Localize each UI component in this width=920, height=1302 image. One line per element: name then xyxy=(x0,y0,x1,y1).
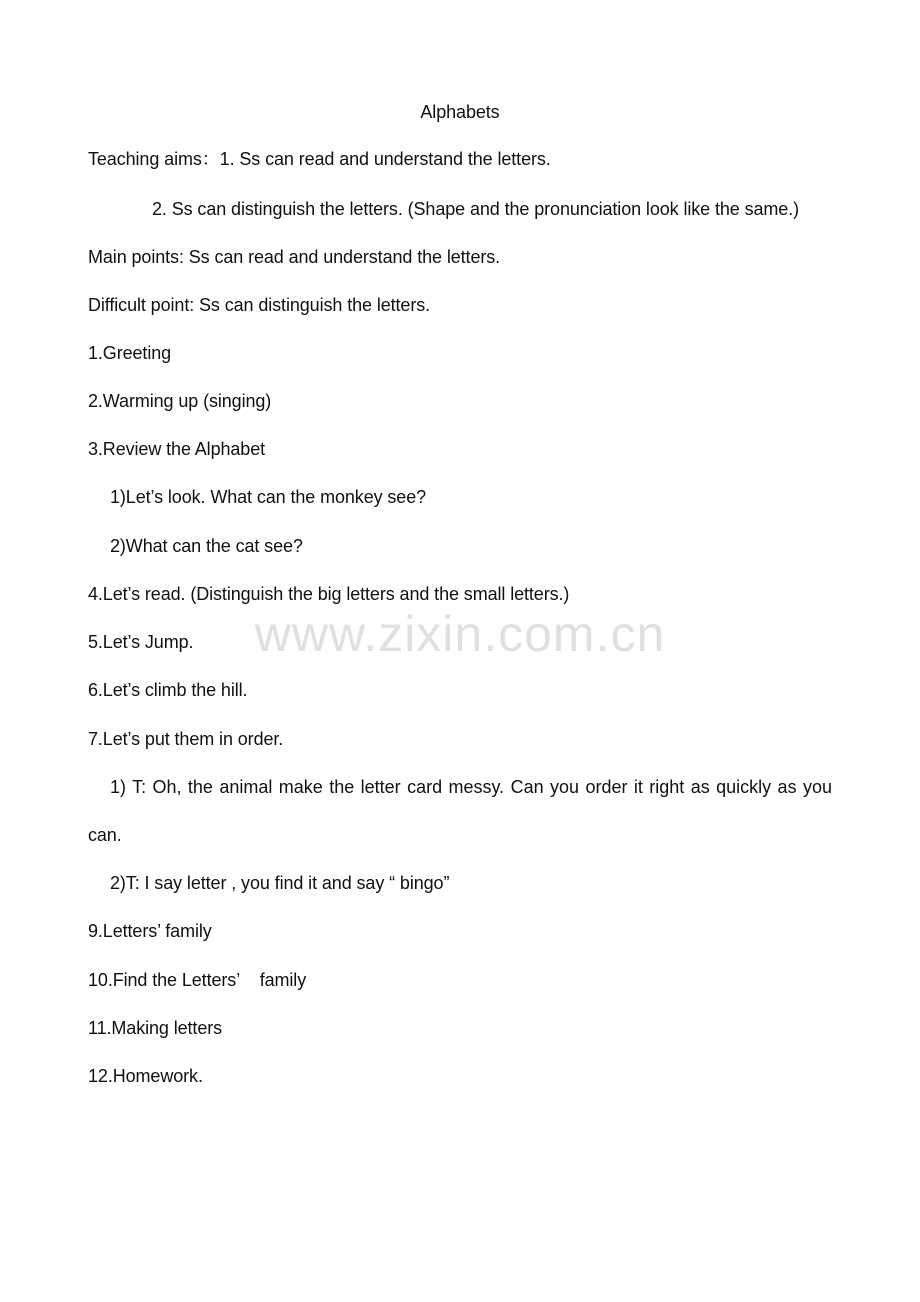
substep-order-cards-continued: can. xyxy=(88,825,122,845)
step-review-alphabet: 3.Review the Alphabet xyxy=(88,439,266,459)
substep-monkey: 1)Let’s look. What can the monkey see? xyxy=(110,487,427,507)
step-put-in-order: 7.Let’s put them in order. xyxy=(88,729,284,749)
main-points-line: Main points: Ss can read and understand the letters. xyxy=(88,247,501,267)
watermark: www.zixin.com.cn xyxy=(254,606,666,662)
substep-order-cards: 1) T: Oh, the animal make the letter card messy. Can you order it right as quickly as you xyxy=(110,777,832,797)
step-find-letters-family: 10.Find the Letters’ family xyxy=(88,970,307,990)
substep-bingo: 2)T: I say letter , you find it and say “ bingo” xyxy=(110,873,450,893)
step-homework: 12.Homework. xyxy=(88,1066,203,1086)
substep-cat: 2)What can the cat see? xyxy=(110,536,303,556)
step-lets-jump: 5.Let’s Jump. xyxy=(88,632,194,652)
teaching-aims-line-1: Teaching aims：1. Ss can read and understand the letters. xyxy=(88,149,551,169)
step-lets-read: 4.Let’s read. (Distinguish the big letters and the small letters.) xyxy=(88,584,570,604)
difficult-point-line: Difficult point: Ss can distinguish the letters. xyxy=(88,295,431,315)
step-warming-up: 2.Warming up (singing) xyxy=(88,391,272,411)
step-letters-family: 9.Letters’ family xyxy=(88,921,212,941)
step-making-letters: 11.Making letters xyxy=(88,1018,223,1038)
step-greeting: 1.Greeting xyxy=(88,343,172,363)
step-climb-hill: 6.Let’s climb the hill. xyxy=(88,680,248,700)
document-title: Alphabets xyxy=(420,102,500,122)
teaching-aims-line-2: 2. Ss can distinguish the letters. (Shape and the pronunciation look like the same.) xyxy=(152,199,799,219)
